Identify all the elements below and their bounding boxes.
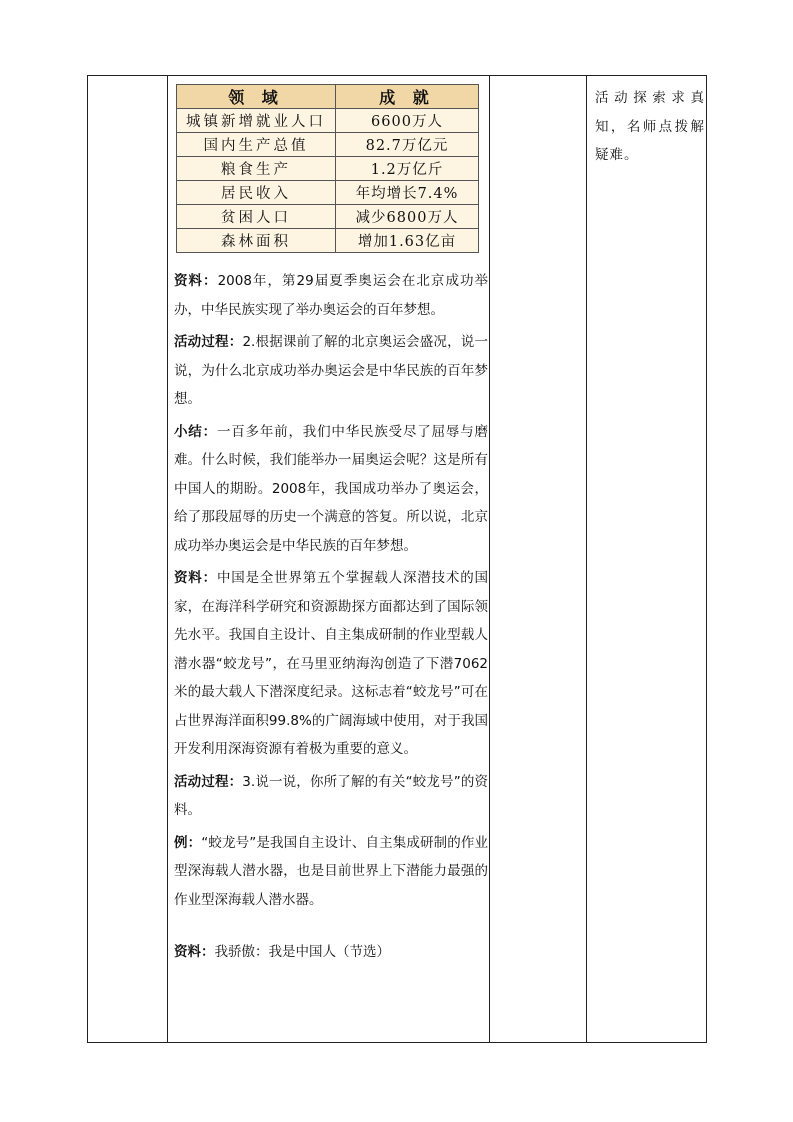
paragraph-label: 活动过程： bbox=[174, 773, 243, 790]
table-row bbox=[177, 157, 479, 181]
paragraph-text: 一百多年前，我们中华民族受尽了屈辱与磨难。什么时候，我们能举办一届奥运会呢？这是所有中国人的期盼。2008年，我国成功举办了奥运会，给了那段屈辱的历史一个满意的答复。所以说，北京成功举办奥运会是中华民族的百年梦想。 bbox=[174, 423, 489, 554]
paragraph-text: 2.根据课前了解的北京奥运会盛况，说一说，为什么北京成功举办奥运会是中华民族的百年梦想。 bbox=[174, 334, 488, 407]
paragraph-text: “蛟龙号”是我国自主设计、自主集成研制的作业型深海载人潜水器，也是目前世界上下潜能力最强的作业型深海载人潜水器。 bbox=[174, 834, 488, 908]
cell-achievement: 增加1.63亿亩 bbox=[336, 229, 479, 253]
table-row bbox=[177, 229, 479, 253]
table-row bbox=[177, 109, 479, 133]
design-intent-note: 活动探索求真知，名师点拨解疑难。 bbox=[595, 90, 705, 163]
table-row bbox=[177, 181, 479, 205]
cell-achievement: 减少6800万人 bbox=[336, 205, 479, 229]
cell-achievement: 1.2万亿斤 bbox=[336, 157, 479, 181]
paragraph-example bbox=[174, 829, 488, 915]
paragraph-activity-3 bbox=[174, 768, 488, 825]
paragraph-text: 中国是全世界第五个掌握载人深潜技术的国家，在海洋科学研究和资源勘探方面都达到了国际领先水平。我国自主设计、自主集成研制的作业型载人潜水器“蛟龙号”，在马里亚纳海沟创造了下潜7062米的最大载人下潜深度纪录。这标志着“蛟龙号”可在占世界海洋面积99.8%的广阔海域中使用，对于我国开发利用深海资源有着极为重要的意义。 bbox=[174, 570, 489, 757]
cell-field: 粮食生产 bbox=[177, 157, 336, 181]
lesson-table bbox=[87, 75, 707, 1043]
table-row bbox=[177, 205, 479, 229]
column-divider bbox=[167, 76, 168, 1042]
paragraph-activity-2 bbox=[174, 328, 488, 414]
paragraph-label: 资料： bbox=[174, 570, 217, 586]
paragraph-label: 例： bbox=[174, 834, 202, 851]
cell-field: 城镇新增就业人口 bbox=[177, 109, 336, 133]
paragraph-label: 活动过程： bbox=[174, 334, 243, 350]
paragraph-label: 资料： bbox=[174, 273, 218, 289]
paragraph-label: 小结： bbox=[174, 423, 217, 440]
table-row bbox=[177, 133, 479, 157]
achievements-table bbox=[176, 84, 479, 253]
cell-field: 居民收入 bbox=[177, 181, 336, 205]
paragraph-label: 资料： bbox=[174, 944, 215, 960]
paragraph-text: 我骄傲：我是中国人（节选） bbox=[214, 944, 390, 960]
column-divider bbox=[586, 76, 587, 1042]
paragraph-material-olympics bbox=[174, 267, 488, 324]
header-achievement: 成 就 bbox=[336, 85, 479, 109]
paragraph-material-poem bbox=[174, 938, 488, 967]
activity-content bbox=[174, 84, 488, 971]
cell-field: 国内生产总值 bbox=[177, 133, 336, 157]
cell-field: 贫困人口 bbox=[177, 205, 336, 229]
cell-achievement: 6600万人 bbox=[336, 109, 479, 133]
paragraph-material-jiaolong bbox=[174, 564, 488, 764]
column-divider bbox=[489, 76, 490, 1042]
header-field: 领 域 bbox=[177, 85, 336, 109]
paragraph-text: 2008年，第29届夏季奥运会在北京成功举办，中华民族实现了举办奥运会的百年梦想。 bbox=[174, 273, 488, 318]
spacer bbox=[174, 918, 488, 938]
paragraph-text: 3.说一说，你所了解的有关“蛟龙号”的资料。 bbox=[174, 773, 489, 818]
paragraph-summary bbox=[174, 418, 488, 561]
cell-field: 森林面积 bbox=[177, 229, 336, 253]
cell-achievement: 年均增长7.4% bbox=[336, 181, 479, 205]
cell-achievement: 82.7万亿元 bbox=[336, 133, 479, 157]
